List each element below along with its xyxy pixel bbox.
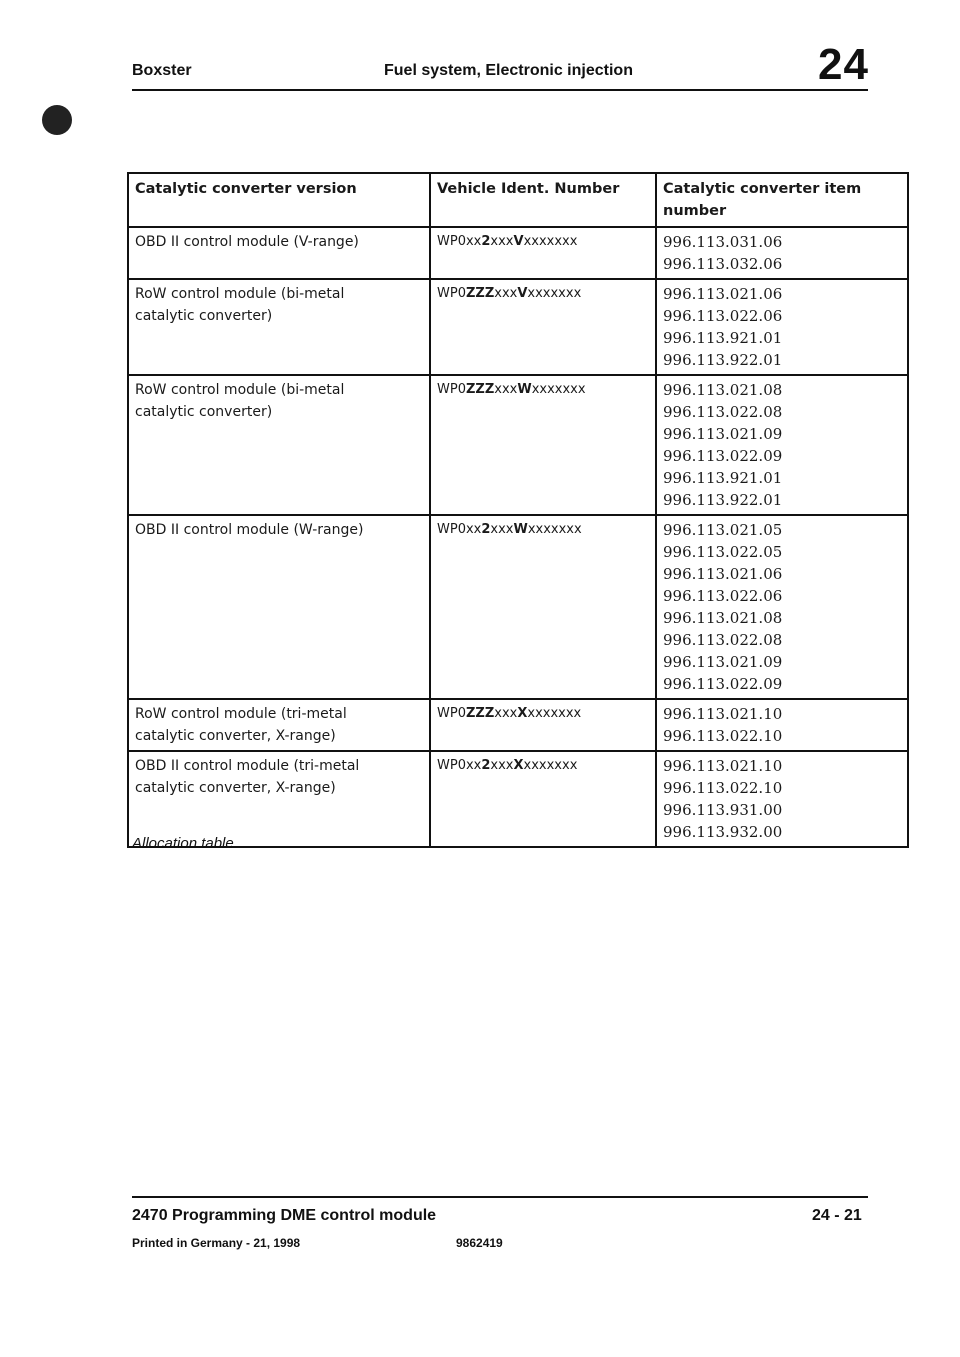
item-number-cell — [656, 699, 908, 751]
vin-part: xxx — [490, 758, 514, 773]
vin-part: 2 — [481, 758, 491, 773]
vin-cell — [430, 751, 656, 847]
table-header-row — [128, 173, 908, 227]
vin-cell — [430, 515, 656, 699]
item-number-cell — [656, 375, 908, 515]
vin-part: ZZZ — [465, 286, 495, 301]
column-header-version: Catalytic converter version — [128, 173, 430, 227]
vin-part: ZZZ — [465, 382, 495, 397]
item-number-cell — [656, 279, 908, 375]
vin-part: ZZZ — [465, 706, 495, 721]
item-number: 996.113.022.06 — [663, 587, 783, 605]
table-row — [128, 751, 908, 847]
vin-part: xxx — [490, 522, 514, 537]
version-line: RoW control module (tri-metal — [135, 706, 347, 722]
footer-title: 2470 Programming DME control module — [132, 1207, 437, 1224]
version-cell — [128, 227, 430, 279]
version-line: OBD II control module (tri-metal — [135, 758, 360, 774]
column-header-item-number: Catalytic converter item number — [656, 173, 908, 227]
version-line: catalytic converter, X-range) — [135, 728, 336, 744]
item-number: 996.113.022.09 — [663, 447, 783, 465]
table-row — [128, 375, 908, 515]
vin-part: xxxxxxx — [523, 758, 578, 773]
item-number: 996.113.021.08 — [663, 381, 783, 399]
punch-hole-icon — [42, 105, 72, 135]
item-number: 996.113.022.05 — [663, 543, 783, 561]
item-number: 996.113.022.06 — [663, 307, 783, 325]
version-line: OBD II control module (W-range) — [135, 522, 364, 538]
vin-part: xxx — [490, 234, 514, 249]
vin-part: WP0 — [437, 286, 466, 301]
vin-part: WP0xx — [437, 522, 482, 537]
vin-part: xxxxxxx — [527, 706, 582, 721]
footer-page-number: 24 - 21 — [812, 1207, 862, 1224]
item-number: 996.113.022.08 — [663, 403, 783, 421]
version-line: catalytic converter) — [135, 308, 273, 324]
footer-doc-number: 9862419 — [456, 1236, 503, 1250]
vin-part: xxxxxxx — [531, 382, 586, 397]
version-cell — [128, 751, 430, 847]
vin-part: WP0 — [437, 706, 466, 721]
vin-part: W — [517, 382, 532, 397]
item-number: 996.113.021.09 — [663, 425, 783, 443]
footer-rule — [132, 1196, 868, 1198]
vin-part: xxx — [494, 706, 518, 721]
vin-part: V — [513, 234, 524, 249]
item-number: 996.113.921.01 — [663, 469, 783, 487]
vin-part: W — [513, 522, 528, 537]
item-number: 996.113.021.10 — [663, 705, 783, 723]
item-number: 996.113.922.01 — [663, 491, 783, 509]
item-number: 996.113.021.05 — [663, 521, 783, 539]
item-number: 996.113.021.06 — [663, 285, 783, 303]
table-row — [128, 279, 908, 375]
vin-cell — [430, 227, 656, 279]
table-row — [128, 227, 908, 279]
allocation-table — [127, 172, 909, 848]
vin-cell — [430, 279, 656, 375]
item-number: 996.113.022.08 — [663, 631, 783, 649]
vin-part: WP0xx — [437, 234, 482, 249]
vin-part: xxxxxxx — [523, 234, 578, 249]
vin-part: xxxxxxx — [527, 522, 582, 537]
item-number: 996.113.031.06 — [663, 233, 783, 251]
item-number-cell — [656, 515, 908, 699]
item-number: 996.113.022.10 — [663, 727, 783, 745]
column-header-vin: Vehicle Ident. Number — [430, 173, 656, 227]
item-number: 996.113.022.10 — [663, 779, 783, 797]
vin-part: xxxxxxx — [527, 286, 582, 301]
table-caption: Allocation table — [132, 835, 234, 852]
footer-printed: Printed in Germany - 21, 1998 — [132, 1236, 301, 1250]
item-number: 996.113.021.08 — [663, 609, 783, 627]
version-cell — [128, 279, 430, 375]
chapter-number: 24 — [818, 40, 869, 89]
item-number: 996.113.021.10 — [663, 757, 783, 775]
item-number: 996.113.021.09 — [663, 653, 783, 671]
vin-part: WP0xx — [437, 758, 482, 773]
version-line: catalytic converter) — [135, 404, 273, 420]
vin-part: V — [517, 286, 528, 301]
table-row — [128, 699, 908, 751]
vin-cell — [430, 375, 656, 515]
item-number: 996.113.921.01 — [663, 329, 783, 347]
item-number: 996.113.922.01 — [663, 351, 783, 369]
vin-part: X — [517, 706, 528, 721]
version-line: RoW control module (bi-metal — [135, 382, 345, 398]
vin-part: 2 — [481, 522, 491, 537]
item-number: 996.113.032.06 — [663, 255, 783, 273]
version-line: OBD II control module (V-range) — [135, 234, 359, 250]
header-rule — [132, 89, 868, 91]
vin-part: 2 — [481, 234, 491, 249]
version-line: RoW control module (bi-metal — [135, 286, 345, 302]
item-number: 996.113.931.00 — [663, 801, 783, 819]
item-number-cell — [656, 751, 908, 847]
table-row — [128, 515, 908, 699]
vin-part: X — [513, 758, 524, 773]
vin-part: xxx — [494, 286, 518, 301]
vin-part: WP0 — [437, 382, 466, 397]
version-line: catalytic converter, X-range) — [135, 780, 336, 796]
version-cell — [128, 699, 430, 751]
item-number: 996.113.932.00 — [663, 823, 783, 841]
vin-cell — [430, 699, 656, 751]
item-number: 996.113.022.09 — [663, 675, 783, 693]
header-section: Fuel system, Electronic injection — [384, 62, 633, 79]
version-cell — [128, 515, 430, 699]
item-number: 996.113.021.06 — [663, 565, 783, 583]
header-model: Boxster — [132, 62, 192, 79]
item-number-cell — [656, 227, 908, 279]
vin-part: xxx — [494, 382, 518, 397]
version-cell — [128, 375, 430, 515]
